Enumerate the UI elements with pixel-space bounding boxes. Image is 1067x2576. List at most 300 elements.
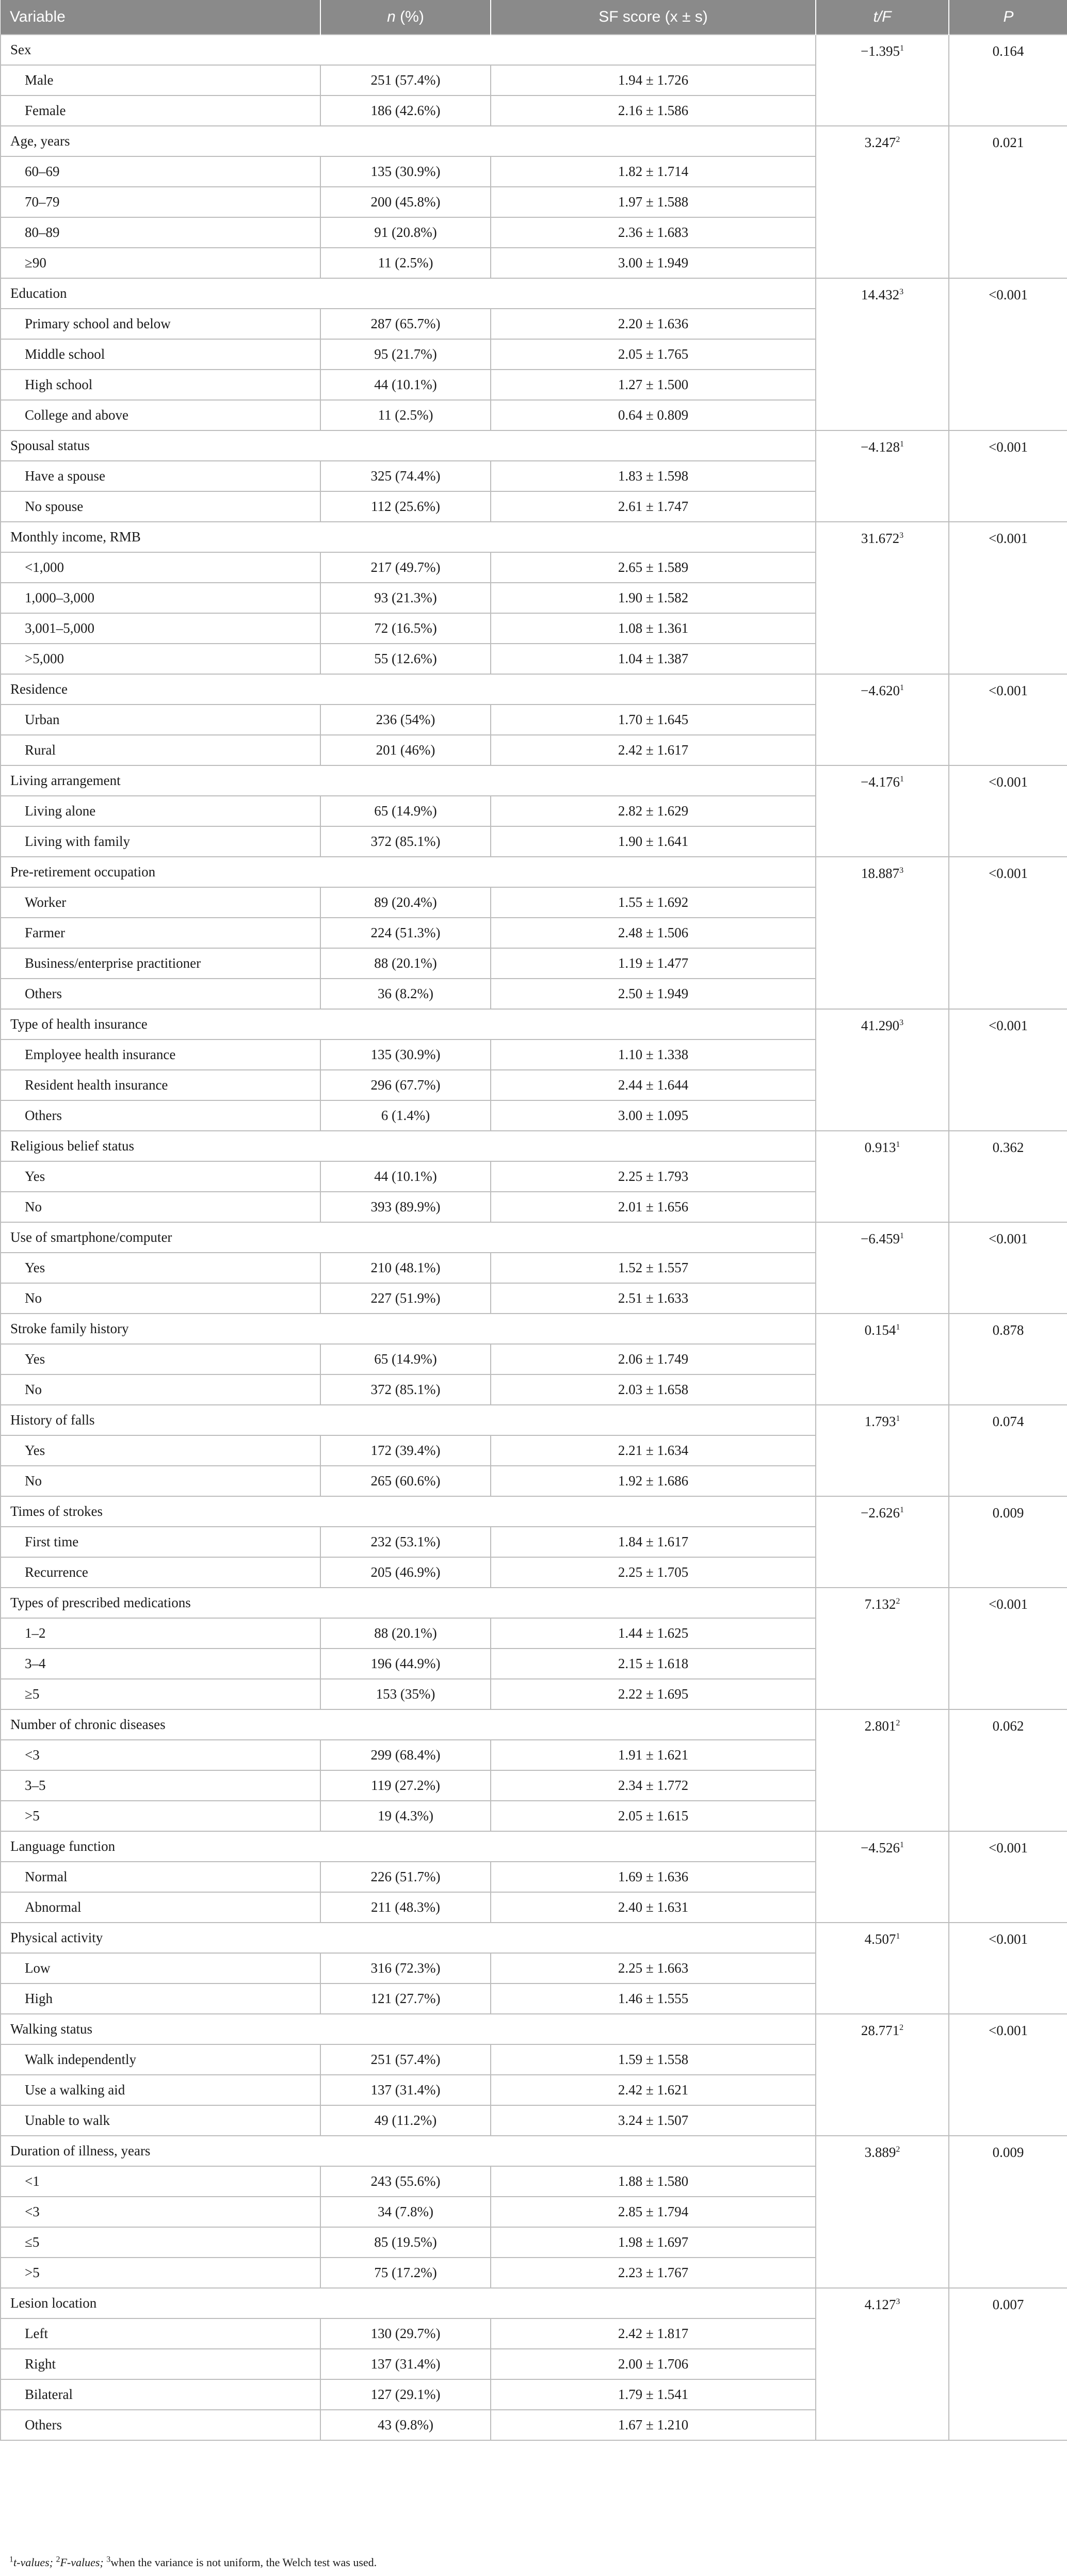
variable-level: Bilateral [1, 2379, 320, 2410]
group-row [1, 1831, 1067, 1862]
statistic-footnote-mark: 2 [896, 1719, 900, 1727]
test-statistic [816, 1009, 949, 1131]
variable-level: Resident health insurance [1, 1070, 320, 1100]
variable-category: Spousal status [1, 430, 816, 461]
statistic-value: −4.620 [861, 683, 900, 698]
sf-score-value: 2.42 ± 1.621 [491, 2075, 816, 2105]
sf-score-value: 1.69 ± 1.636 [491, 1862, 816, 1892]
statistic-value: −4.526 [861, 1840, 900, 1855]
sf-score-value: 1.91 ± 1.621 [491, 1740, 816, 1770]
n-percent-value: 137 (31.4%) [320, 2075, 491, 2105]
group-row [1, 1222, 1067, 1253]
statistic-footnote-mark: 3 [899, 287, 904, 296]
test-statistic [816, 1131, 949, 1222]
n-percent-value: 372 (85.1%) [320, 1374, 491, 1405]
statistic-footnote-mark: 1 [896, 1414, 900, 1423]
n-percent-value: 217 (49.7%) [320, 552, 491, 583]
variable-category: Residence [1, 674, 816, 705]
sf-score-value: 2.05 ± 1.615 [491, 1801, 816, 1831]
statistic-value: 28.771 [861, 2023, 900, 2038]
sf-score-value: 2.42 ± 1.817 [491, 2318, 816, 2349]
test-statistic [816, 1222, 949, 1314]
n-percent-value: 43 (9.8%) [320, 2410, 491, 2440]
group-row [1, 126, 1067, 156]
variable-level: Have a spouse [1, 461, 320, 491]
variable-level: 1–2 [1, 1618, 320, 1649]
n-percent-value: 65 (14.9%) [320, 796, 491, 826]
sf-score-value: 2.40 ± 1.631 [491, 1892, 816, 1923]
variable-level: >5 [1, 2258, 320, 2288]
variable-level: No [1, 1192, 320, 1222]
sf-score-value: 1.04 ± 1.387 [491, 644, 816, 674]
n-percent-value: 130 (29.7%) [320, 2318, 491, 2349]
sf-score-value: 1.84 ± 1.617 [491, 1527, 816, 1557]
group-row [1, 522, 1067, 552]
n-percent-value: 65 (14.9%) [320, 1344, 491, 1374]
statistic-footnote-mark: 1 [896, 1932, 900, 1941]
n-percent-value: 243 (55.6%) [320, 2166, 491, 2197]
variable-level: >5,000 [1, 644, 320, 674]
variable-level: Walk independently [1, 2044, 320, 2075]
sf-score-value: 2.36 ± 1.683 [491, 217, 816, 248]
variable-category: Duration of illness, years [1, 2136, 816, 2166]
sf-score-value: 3.00 ± 1.095 [491, 1100, 816, 1131]
group-row [1, 1009, 1067, 1039]
variable-level: Unable to walk [1, 2105, 320, 2136]
sf-score-value: 2.42 ± 1.617 [491, 735, 816, 765]
n-percent-value: 201 (46%) [320, 735, 491, 765]
statistic-value: 2.801 [864, 1718, 896, 1734]
sf-score-value: 2.20 ± 1.636 [491, 309, 816, 339]
n-percent-value: 325 (74.4%) [320, 461, 491, 491]
n-percent-value: 232 (53.1%) [320, 1527, 491, 1557]
n-percent-value: 224 (51.3%) [320, 918, 491, 948]
variable-category: Types of prescribed medications [1, 1588, 816, 1618]
sf-score-value: 3.00 ± 1.949 [491, 248, 816, 278]
p-value: <0.001 [949, 765, 1067, 857]
variable-category: Type of health insurance [1, 1009, 816, 1039]
sf-score-value: 2.16 ± 1.586 [491, 95, 816, 126]
p-value: <0.001 [949, 522, 1067, 674]
test-statistic [816, 1314, 949, 1405]
n-percent-value: 210 (48.1%) [320, 1253, 491, 1283]
statistic-footnote-mark: 2 [896, 1597, 900, 1606]
p-value: <0.001 [949, 1009, 1067, 1131]
sf-score-value: 2.25 ± 1.663 [491, 1953, 816, 1983]
header-p: P [949, 0, 1067, 35]
variable-level: ≥5 [1, 1679, 320, 1709]
sf-score-value: 1.52 ± 1.557 [491, 1253, 816, 1283]
sf-score-value: 1.59 ± 1.558 [491, 2044, 816, 2075]
p-value: 0.021 [949, 126, 1067, 278]
variable-level: <3 [1, 1740, 320, 1770]
statistic-value: 41.290 [861, 1018, 900, 1033]
test-statistic [816, 522, 949, 674]
variable-level: Primary school and below [1, 309, 320, 339]
group-row [1, 278, 1067, 309]
sf-score-value: 1.97 ± 1.588 [491, 187, 816, 217]
n-percent-value: 6 (1.4%) [320, 1100, 491, 1131]
variable-category: Walking status [1, 2014, 816, 2044]
variable-level: Others [1, 1100, 320, 1131]
variable-level: >5 [1, 1801, 320, 1831]
variable-category: Language function [1, 1831, 816, 1862]
sf-score-value: 1.08 ± 1.361 [491, 613, 816, 644]
statistic-footnote-mark: 2 [896, 135, 900, 144]
n-percent-value: 251 (57.4%) [320, 65, 491, 95]
statistic-value: 3.889 [864, 2145, 896, 2160]
variable-category: Use of smartphone/computer [1, 1222, 816, 1253]
test-statistic [816, 1588, 949, 1709]
n-percent-value: 34 (7.8%) [320, 2197, 491, 2227]
table-footnote [9, 2556, 377, 2569]
group-row [1, 2288, 1067, 2318]
sf-score-value: 2.85 ± 1.794 [491, 2197, 816, 2227]
n-percent-value: 95 (21.7%) [320, 339, 491, 370]
n-percent-value: 251 (57.4%) [320, 2044, 491, 2075]
n-percent-value: 88 (20.1%) [320, 948, 491, 979]
statistic-value: 0.154 [864, 1322, 896, 1338]
p-value: <0.001 [949, 857, 1067, 1009]
footnote-text-1: t-values; [13, 2556, 56, 2569]
sf-score-value: 1.44 ± 1.625 [491, 1618, 816, 1649]
statistic-value: 4.507 [864, 1931, 896, 1947]
p-value: 0.062 [949, 1709, 1067, 1831]
n-percent-value: 36 (8.2%) [320, 979, 491, 1009]
variable-level: Female [1, 95, 320, 126]
sf-score-value: 1.83 ± 1.598 [491, 461, 816, 491]
group-row [1, 857, 1067, 887]
statistic-value: −4.128 [861, 439, 900, 455]
statistic-value: −6.459 [861, 1231, 900, 1246]
n-percent-value: 112 (25.6%) [320, 491, 491, 522]
n-percent-value: 393 (89.9%) [320, 1192, 491, 1222]
variable-level: Living alone [1, 796, 320, 826]
group-row [1, 1314, 1067, 1344]
p-value: 0.009 [949, 1496, 1067, 1588]
variable-level: High school [1, 370, 320, 400]
sf-score-value: 2.50 ± 1.949 [491, 979, 816, 1009]
n-percent-value: 172 (39.4%) [320, 1435, 491, 1466]
n-percent-value: 135 (30.9%) [320, 1039, 491, 1070]
variable-category: Pre-retirement occupation [1, 857, 816, 887]
p-value: <0.001 [949, 278, 1067, 430]
n-percent-value: 44 (10.1%) [320, 1161, 491, 1192]
group-row [1, 765, 1067, 796]
p-value: <0.001 [949, 674, 1067, 765]
variable-level: 80–89 [1, 217, 320, 248]
variable-category: Number of chronic diseases [1, 1709, 816, 1740]
sf-score-value: 2.23 ± 1.767 [491, 2258, 816, 2288]
variable-level: 1,000–3,000 [1, 583, 320, 613]
group-row [1, 1923, 1067, 1953]
p-value: <0.001 [949, 1588, 1067, 1709]
variable-category: Education [1, 278, 816, 309]
statistic-footnote-mark: 1 [899, 775, 904, 783]
statistic-footnote-mark: 1 [899, 1841, 904, 1849]
variable-level: Employee health insurance [1, 1039, 320, 1070]
n-percent-value: 93 (21.3%) [320, 583, 491, 613]
sf-score-value: 1.82 ± 1.714 [491, 156, 816, 187]
sf-score-value: 1.79 ± 1.541 [491, 2379, 816, 2410]
n-percent-value: 55 (12.6%) [320, 644, 491, 674]
n-percent-value: 119 (27.2%) [320, 1770, 491, 1801]
n-percent-value: 372 (85.1%) [320, 826, 491, 857]
group-row [1, 1709, 1067, 1740]
variable-category: Stroke family history [1, 1314, 816, 1344]
statistic-value: 4.127 [864, 2297, 896, 2312]
variable-level: Others [1, 2410, 320, 2440]
variable-level: <1 [1, 2166, 320, 2197]
statistic-value: −1.395 [861, 43, 900, 59]
group-row [1, 1131, 1067, 1161]
variable-level: Business/enterprise practitioner [1, 948, 320, 979]
n-percent-value: 196 (44.9%) [320, 1649, 491, 1679]
variable-category: Sex [1, 35, 816, 65]
statistic-footnote-mark: 3 [899, 866, 904, 875]
p-value: 0.362 [949, 1131, 1067, 1222]
sf-score-value: 2.15 ± 1.618 [491, 1649, 816, 1679]
n-percent-value: 299 (68.4%) [320, 1740, 491, 1770]
n-percent-value: 85 (19.5%) [320, 2227, 491, 2258]
variable-level: Normal [1, 1862, 320, 1892]
n-percent-value: 44 (10.1%) [320, 370, 491, 400]
p-value: <0.001 [949, 1222, 1067, 1314]
variable-level: No [1, 1466, 320, 1496]
sf-score-value: 2.06 ± 1.749 [491, 1344, 816, 1374]
p-value: 0.009 [949, 2136, 1067, 2288]
sf-score-value: 2.65 ± 1.589 [491, 552, 816, 583]
n-percent-value: 127 (29.1%) [320, 2379, 491, 2410]
group-row [1, 35, 1067, 65]
p-value: 0.878 [949, 1314, 1067, 1405]
test-statistic [816, 1923, 949, 2014]
test-statistic [816, 1496, 949, 1588]
footnote-text-2: F-values; [60, 2556, 107, 2569]
group-row [1, 2014, 1067, 2044]
variable-level: Living with family [1, 826, 320, 857]
header-t-f: t/F [816, 0, 949, 35]
sf-score-value: 2.03 ± 1.658 [491, 1374, 816, 1405]
n-percent-value: 88 (20.1%) [320, 1618, 491, 1649]
p-value: <0.001 [949, 430, 1067, 522]
statistic-footnote-mark: 3 [896, 2297, 900, 2306]
variable-category: Monthly income, RMB [1, 522, 816, 552]
n-percent-value: 135 (30.9%) [320, 156, 491, 187]
n-percent-value: 121 (27.7%) [320, 1983, 491, 2014]
n-percent-value: 75 (17.2%) [320, 2258, 491, 2288]
variable-level: 70–79 [1, 187, 320, 217]
n-percent-value: 227 (51.9%) [320, 1283, 491, 1314]
variable-level: Low [1, 1953, 320, 1983]
sf-score-value: 2.00 ± 1.706 [491, 2349, 816, 2379]
p-value: <0.001 [949, 2014, 1067, 2136]
group-row [1, 1588, 1067, 1618]
variable-level: Yes [1, 1344, 320, 1374]
group-row [1, 674, 1067, 705]
sf-score-value: 1.19 ± 1.477 [491, 948, 816, 979]
statistic-footnote-mark: 3 [899, 1018, 904, 1027]
statistic-footnote-mark: 1 [899, 440, 904, 449]
test-statistic [816, 2136, 949, 2288]
statistic-value: 3.247 [864, 135, 896, 150]
n-percent-value: 296 (67.7%) [320, 1070, 491, 1100]
group-row [1, 430, 1067, 461]
sf-score-value: 2.34 ± 1.772 [491, 1770, 816, 1801]
sf-score-value: 3.24 ± 1.507 [491, 2105, 816, 2136]
statistic-value: 14.432 [861, 287, 900, 302]
footnote-text-3: when the variance is not uniform, the Welch test was used. [110, 2556, 377, 2569]
sf-score-value: 1.98 ± 1.697 [491, 2227, 816, 2258]
variable-level: No [1, 1374, 320, 1405]
sf-score-value: 1.90 ± 1.582 [491, 583, 816, 613]
sf-score-value: 1.67 ± 1.210 [491, 2410, 816, 2440]
variable-level: No spouse [1, 491, 320, 522]
variable-level: Rural [1, 735, 320, 765]
header-variable: Variable [1, 0, 320, 35]
n-percent-value: 205 (46.9%) [320, 1557, 491, 1588]
variable-level: Abnormal [1, 1892, 320, 1923]
sf-score-value: 1.90 ± 1.641 [491, 826, 816, 857]
sf-score-value: 1.88 ± 1.580 [491, 2166, 816, 2197]
sf-score-value: 2.82 ± 1.629 [491, 796, 816, 826]
variable-level: 3,001–5,000 [1, 613, 320, 644]
group-row [1, 1496, 1067, 1527]
test-statistic [816, 126, 949, 278]
test-statistic [816, 765, 949, 857]
variable-level: Middle school [1, 339, 320, 370]
statistic-footnote-mark: 1 [896, 1323, 900, 1332]
n-percent-value: 226 (51.7%) [320, 1862, 491, 1892]
variable-category: History of falls [1, 1405, 816, 1435]
variable-level: ≤5 [1, 2227, 320, 2258]
variable-category: Living arrangement [1, 765, 816, 796]
variable-level: Yes [1, 1253, 320, 1283]
variable-level: Recurrence [1, 1557, 320, 1588]
statistic-footnote-mark: 3 [899, 531, 904, 540]
variable-level: Yes [1, 1435, 320, 1466]
variable-category: Age, years [1, 126, 816, 156]
sf-score-value: 2.44 ± 1.644 [491, 1070, 816, 1100]
statistic-value: 18.887 [861, 866, 900, 881]
variable-level: Yes [1, 1161, 320, 1192]
n-percent-value: 137 (31.4%) [320, 2349, 491, 2379]
n-percent-value: 186 (42.6%) [320, 95, 491, 126]
header-percent: (%) [395, 8, 424, 25]
sf-score-value: 1.10 ± 1.338 [491, 1039, 816, 1070]
variable-level: 3–4 [1, 1649, 320, 1679]
p-value: <0.001 [949, 1831, 1067, 1923]
n-percent-value: 49 (11.2%) [320, 2105, 491, 2136]
sf-score-value: 1.55 ± 1.692 [491, 887, 816, 918]
n-percent-value: 200 (45.8%) [320, 187, 491, 217]
variable-level: ≥90 [1, 248, 320, 278]
statistic-footnote-mark: 1 [899, 683, 904, 692]
sf-score-value: 2.51 ± 1.633 [491, 1283, 816, 1314]
statistic-value: 0.913 [864, 1140, 896, 1155]
table-body [1, 35, 1067, 2440]
variable-level: Male [1, 65, 320, 95]
header-n-percent [320, 0, 491, 35]
sf-score-value: 2.01 ± 1.656 [491, 1192, 816, 1222]
sf-score-value: 2.25 ± 1.793 [491, 1161, 816, 1192]
test-statistic [816, 1405, 949, 1496]
footnote-sup-1: 1 [9, 2555, 13, 2564]
variable-level: Urban [1, 705, 320, 735]
statistic-footnote-mark: 2 [896, 2145, 900, 2154]
sf-score-value: 1.94 ± 1.726 [491, 65, 816, 95]
variable-level: Right [1, 2349, 320, 2379]
n-percent-value: 72 (16.5%) [320, 613, 491, 644]
variable-level: <3 [1, 2197, 320, 2227]
variable-level: 3–5 [1, 1770, 320, 1801]
statistic-value: 31.672 [861, 531, 900, 546]
n-percent-value: 316 (72.3%) [320, 1953, 491, 1983]
n-percent-value: 265 (60.6%) [320, 1466, 491, 1496]
test-statistic [816, 35, 949, 126]
test-statistic [816, 1709, 949, 1831]
n-percent-value: 89 (20.4%) [320, 887, 491, 918]
statistic-value: −4.176 [861, 774, 900, 790]
statistic-footnote-mark: 1 [896, 1140, 900, 1149]
variable-level: High [1, 1983, 320, 2014]
sf-score-value: 1.27 ± 1.500 [491, 370, 816, 400]
sf-score-value: 1.70 ± 1.645 [491, 705, 816, 735]
statistic-footnote-mark: 1 [899, 1231, 904, 1240]
variable-level: Left [1, 2318, 320, 2349]
statistic-value: 7.132 [864, 1596, 896, 1612]
sf-score-value: 2.61 ± 1.747 [491, 491, 816, 522]
variable-category: Lesion location [1, 2288, 816, 2318]
variable-level: 60–69 [1, 156, 320, 187]
variable-category: Religious belief status [1, 1131, 816, 1161]
statistic-footnote-mark: 2 [899, 2023, 904, 2032]
statistic-value: 1.793 [864, 1414, 896, 1429]
n-percent-value: 11 (2.5%) [320, 400, 491, 430]
variable-category: Physical activity [1, 1923, 816, 1953]
group-row [1, 1405, 1067, 1435]
sf-score-value: 2.21 ± 1.634 [491, 1435, 816, 1466]
test-statistic [816, 2014, 949, 2136]
variable-level: <1,000 [1, 552, 320, 583]
sf-score-value: 0.64 ± 0.809 [491, 400, 816, 430]
sf-score-value: 2.48 ± 1.506 [491, 918, 816, 948]
header-n-letter: n [387, 8, 396, 25]
variable-level: College and above [1, 400, 320, 430]
n-percent-value: 287 (65.7%) [320, 309, 491, 339]
p-value: 0.007 [949, 2288, 1067, 2440]
sf-score-value: 1.46 ± 1.555 [491, 1983, 816, 2014]
n-percent-value: 236 (54%) [320, 705, 491, 735]
n-percent-value: 11 (2.5%) [320, 248, 491, 278]
table-header [1, 0, 1067, 35]
n-percent-value: 19 (4.3%) [320, 1801, 491, 1831]
variable-level: Farmer [1, 918, 320, 948]
variable-level: First time [1, 1527, 320, 1557]
sf-score-value: 2.22 ± 1.695 [491, 1679, 816, 1709]
statistic-footnote-mark: 1 [899, 1506, 904, 1514]
statistic-value: −2.626 [861, 1505, 900, 1521]
variable-level: No [1, 1283, 320, 1314]
test-statistic [816, 674, 949, 765]
test-statistic [816, 278, 949, 430]
test-statistic [816, 1831, 949, 1923]
variable-level: Use a walking aid [1, 2075, 320, 2105]
statistic-footnote-mark: 1 [899, 44, 904, 53]
sf-score-value: 1.92 ± 1.686 [491, 1466, 816, 1496]
p-value: 0.074 [949, 1405, 1067, 1496]
sf-score-value: 2.25 ± 1.705 [491, 1557, 816, 1588]
